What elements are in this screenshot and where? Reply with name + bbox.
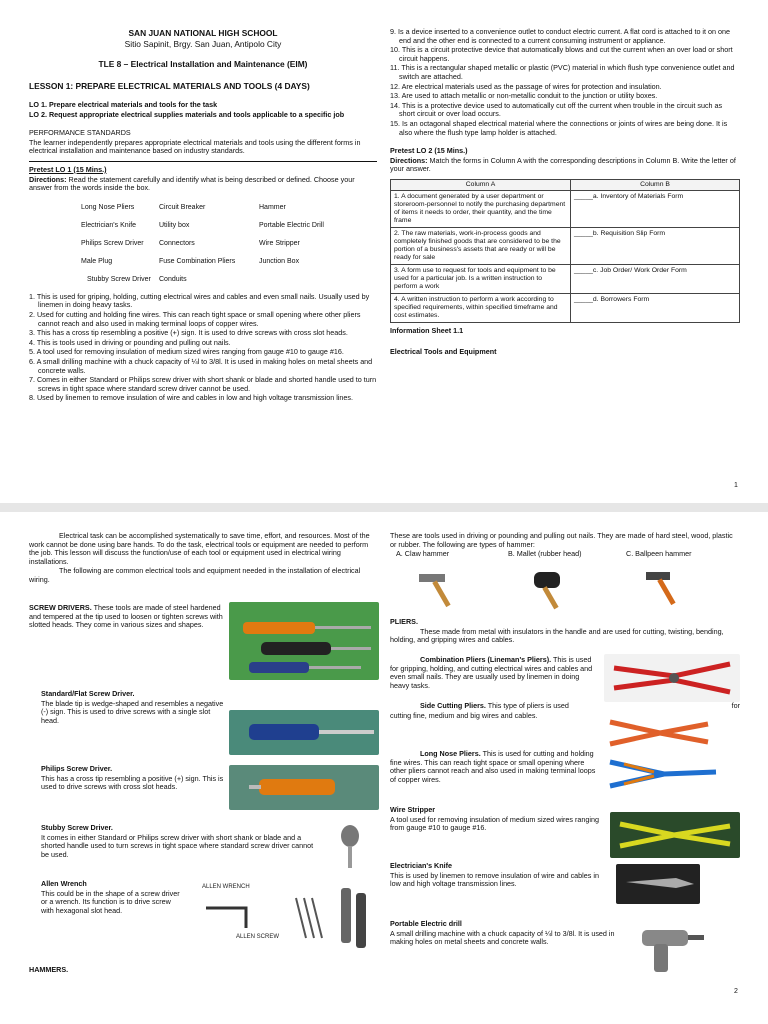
word-row: Electrician's Knife Utility box Portable Electric Drill: [81, 221, 324, 229]
list-item: 15. Is an octagonal shaped electrical material where the connections or joints of wires are being done. It is also where the flush type lamp holder is attached.: [390, 118, 728, 137]
portable-drill: Portable Electric drill A small drilling machine with a chuck capacity of ¼l to 3/8l. It is used in making holes on metal sheets and concrete walls.: [390, 919, 615, 947]
combination-pliers-image: [604, 654, 740, 702]
table-row: 3. A form use to request for tools and equipment to be used for a particular job. Is a written instruction to perform a work _____c. Job Order/ Work Order Form: [391, 264, 740, 293]
wire-stripper-image: [610, 812, 740, 858]
list-item: 12. Are electrical materials used as the passage of wires for protection and insulation.: [390, 81, 662, 91]
ballpeen-hammer-image: [640, 568, 696, 612]
wire-stripper: Wire Stripper A tool used for removing insulation of medium sized wires ranging from gauge #10 to gauge #16.: [390, 805, 599, 833]
column-a-header: Column A: [391, 179, 571, 190]
lo2: LO 2. Request appropriate electrical supplies materials and tools applicable to a specific job: [29, 109, 345, 119]
school-name: SAN JUAN NATIONAL HIGH SCHOOL: [128, 28, 278, 38]
table-row: 4. A written instruction to perform a work according to specified requirements, within specified timeframe and cost estimates. _____d. Borrowers Form: [391, 293, 740, 322]
screwdrivers-section: SCREW DRIVERS. These tools are made of steel hardened and tempered at the tip used to loosen or tighten screws with slotted heads. They come in various sizes and shapes.: [29, 603, 223, 630]
hammer-types: A. Claw hammer B. Mallet (rubber head) C. Ballpeen hammer: [396, 549, 692, 559]
school-address: Sitio Sapinit, Brgy. San Juan, Antipolo City: [124, 39, 282, 49]
list-item: 1. This is used for griping, holding, cutting electrical wires and cables and even small nails. Usually used by linemen in doing heavy tasks.: [29, 291, 370, 310]
table-row: 1. A document generated by a user department or storeroom-personnel to notify the purchasing department of items it needs to order, their quantity, and the time frame _____a. Inventory of Materials Form: [391, 190, 740, 227]
info-sheet-title: Information Sheet 1.1: [390, 325, 464, 335]
list-item: 4. This is tools used in driving or pounding and pulling out nails.: [29, 337, 231, 347]
allen-screw-label: ALLEN SCREW: [236, 934, 280, 940]
allen-wrench-image: [196, 878, 380, 956]
side-cutting-pliers-image: [604, 712, 714, 754]
list-item: 11. This is a rectangular shaped metallic or plastic (PVC) material in which flush type convenience outlet and switch are attached.: [390, 63, 735, 81]
pretest2-directions: Directions: Match the forms in Column A with the corresponding descriptions in Column B. Write the letter of your answer.: [390, 155, 736, 174]
portable-drill-image: [634, 920, 710, 982]
philips-screwdriver: Philips Screw Driver. This has a cross tip resembling a positive (+) sign. This is used to drive screws with cross slot heads.: [41, 764, 224, 792]
screwdrivers-image: [229, 602, 379, 680]
allen-wrench-label: ALLEN WRENCH: [202, 884, 250, 890]
word-row: Philips Screw Driver Connectors Wire Stripper: [81, 239, 300, 247]
intro-paragraph: Electrical task can be accomplished systematically to save time, effort, and resources. Most of the work cannot be done using bare hands. To do the task, electrical tools or equipment are needed to perform the job. This lesson will discuss the function/use of each tool or equipment used in electrical wiring installations.: [29, 531, 370, 566]
list-item: 8. Used by linemen to remove insulation of wire and cables in low and high voltage transmission lines.: [29, 393, 354, 403]
list-item: 10. This is a circuit protective device that automatically blows and cut the current when an over load or short circuit happens.: [390, 45, 733, 63]
screwdrivers-title: SCREW DRIVERS.: [29, 603, 92, 612]
pretest1-directions: Directions: Read the statement carefully and identify what is being described or defined. Choose your answer from the words inside the box.: [29, 174, 355, 193]
list-item: 14. This is a protective device used to automatically cut off the current when trouble in the circuit such as short circuit or over load occurs.: [390, 100, 723, 119]
list-item: 2. Used for cutting and holding fine wires. This can reach tight space or small opening where other pliers cannot reach and also used in making terminal loops of copper wires.: [29, 309, 361, 328]
combination-pliers: Combination Pliers (Lineman's Pliers). This is used for gripping, holding, and cutting electrical wires and cables and even small nails. They are usually used by linemen in doing heavy tasks.: [390, 655, 593, 690]
long-nose-pliers-image: [604, 750, 722, 798]
ps-text: The learner independently prepares appropriate electrical materials and tools using the different forms in electrical installation and maintenance based on industry standards.: [29, 137, 361, 156]
side-cutting-pliers: Side Cutting Pliers. This type of pliers is used for cutting fine, medium and big wires and cables.: [390, 701, 740, 720]
page1-right-column: [390, 28, 740, 357]
list-item: 3. This has a cross tip resembling a positive (+) sign. It is used to drive screws with cross slot heads.: [29, 328, 348, 338]
hammers-heading: HAMMERS.: [29, 965, 69, 974]
tools-title: Electrical Tools and Equipment: [390, 346, 497, 356]
page-number: 2: [734, 988, 738, 995]
page1-left-column: [29, 28, 377, 404]
word-box: [81, 203, 341, 284]
list-item: 9. Is a device inserted to a convenience outlet to conduct electric current. A flat cord is attached to it on one end and the other end is connected to a current consuming instrument or appliance.: [390, 27, 731, 45]
list-item: 5. A tool used for removing insulation of medium sized wires ranging from gauge #10 to gauge #16.: [29, 347, 344, 357]
flat-screwdriver-image: [229, 710, 379, 755]
list-item: 13. Are used to attach metallic or non-metallic conduit to the junction or utility boxes.: [390, 91, 658, 101]
divider: [29, 161, 377, 162]
column-b-header: Column B: [571, 179, 740, 190]
page-number: 1: [734, 482, 738, 489]
electricians-knife: Electrician's Knife This is used by linemen to remove insulation of wire and cables in low and high voltage transmission lines.: [390, 861, 599, 889]
lesson-title: LESSON 1: PREPARE ELECTRICAL MATERIALS AND TOOLS (4 DAYS): [29, 81, 310, 91]
word-row: Stubby Screw Driver Conduits: [87, 275, 187, 283]
philips-screwdriver-image: [229, 765, 379, 810]
table-row: 2. The raw materials, work-in-process goods and completely finished goods that are considered to be the portion of a business's assets that are ready or will be ready for sale _____b. Requisition Slip Form: [391, 227, 740, 264]
allen-wrench: Allen Wrench This could be in the shape of a screw driver or a wrench. Its function is to drive screw with hexagonal slot head.: [41, 879, 180, 915]
pliers-section: PLIERS. These made from metal with insulators in the handle and are used for cutting, twisting, bending, holding, and gripping wires and cables.: [390, 617, 724, 645]
long-nose-pliers: Long Nose Pliers. This is used for cutting and holding fine wires. This can reach tight space or small opening where other pliers cannot reach and also used in making terminal loops of copper wires.: [390, 749, 596, 784]
word-row: Male Plug Fuse Combination Pliers Junction Box: [81, 257, 300, 265]
lo1: LO 1. Prepare electrical materials and tools for the task: [29, 100, 218, 109]
questions-list-right: [390, 28, 740, 137]
claw-hammer-image: [415, 570, 475, 610]
intro-paragraph-2: The following are common electrical tools and equipment needed in the installation of electrical wiring.: [29, 566, 361, 584]
page2-left-column: [29, 532, 377, 586]
list-item: 6. A small drilling machine with a chuck capacity of ¼l to 3/8l. It is used in making holes on metal sheets and concrete walls.: [29, 356, 373, 375]
hammers-text: These are tools used in driving or pounding and pulling out nails. They are made of hard steel, wood, plastic or rubber. The following are types of hammer: A. Claw hammer B. Mallet (rubber head) C. Ballpeen hammer: [390, 532, 740, 559]
matching-table: [390, 179, 740, 323]
word-row: Long Nose Pliers Circuit Breaker Hammer: [81, 203, 286, 211]
stubby-screwdriver: Stubby Screw Driver. It comes in either Standard or Philips screw driver with short shank or blade and a shorted handle used to turn screws in tight space where standard screw driver cannot be used.: [41, 823, 314, 859]
stubby-screwdriver-image: [330, 824, 370, 872]
pretest1-title: Pretest LO 1 (15 Mins.): [29, 164, 107, 174]
page-2: [0, 512, 768, 1024]
standard-screwdriver: Standard/Flat Screw Driver. The blade tip is wedge-shaped and resembles a negative (-) sign. This is used to drive screws with a single slot head.: [41, 689, 224, 725]
pretest2-title: Pretest LO 2 (15 Mins.): [390, 146, 468, 156]
ps-title: PERFORMANCE STANDARDS: [29, 128, 131, 138]
questions-list-left: [29, 293, 377, 403]
list-item: 7. Comes in either Standard or Philips screw driver with short shank or blade and shorted handle used to turn screws in tight space where standard screw driver cannot be used.: [29, 375, 377, 393]
electricians-knife-image: [616, 864, 700, 904]
subject-title: TLE 8 – Electrical Installation and Maintenance (EIM): [98, 59, 308, 69]
mallet-image: [520, 568, 580, 612]
